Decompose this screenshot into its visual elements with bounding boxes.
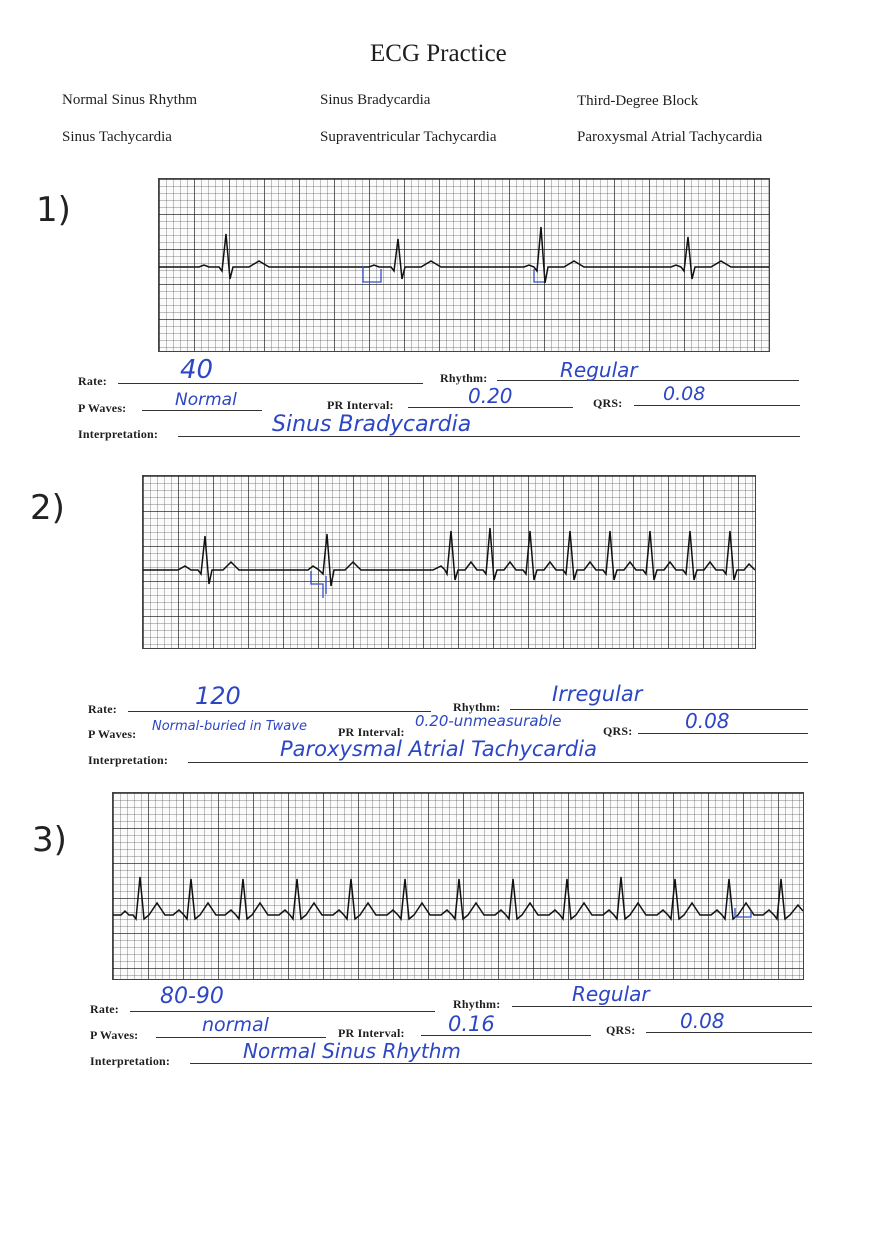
ecg-trace-3 — [113, 793, 803, 979]
rhythm-label: Rhythm: — [453, 700, 501, 714]
rate-label: Rate: — [90, 1002, 119, 1016]
rhythm-label: Rhythm: — [440, 371, 488, 385]
rate-answer: 120 — [195, 682, 241, 710]
p-waves-answer: normal — [202, 1014, 269, 1036]
p-waves-answer: Normal — [175, 390, 237, 410]
qrs-label: QRS: — [603, 724, 633, 738]
rate-answer: 80-90 — [160, 984, 224, 1009]
qrs-label: QRS: — [606, 1023, 636, 1037]
interpretation-answer: Sinus Bradycardia — [272, 412, 472, 437]
qrs-label: QRS: — [593, 396, 623, 410]
qrs-answer: 0.08 — [663, 383, 706, 405]
interpretation-label: Interpretation: — [90, 1054, 171, 1068]
rhythm-answer: Regular — [560, 358, 638, 382]
option-supraventricular-tachycardia: Supraventricular Tachycardia — [320, 129, 497, 145]
ecg-strip-2 — [142, 475, 756, 649]
rhythm-answer: Irregular — [552, 682, 643, 706]
pr-interval-label: PR Interval: — [338, 725, 405, 739]
page-title: ECG Practice — [370, 40, 507, 67]
rate-answer: 40 — [180, 355, 214, 385]
option-paroxysmal-atrial-tachycardia: Paroxysmal Atrial Tachycardia — [577, 129, 763, 145]
rhythm-label: Rhythm: — [453, 997, 501, 1011]
qrs-answer: 0.08 — [685, 709, 730, 733]
rhythm-answer: Regular — [572, 982, 650, 1006]
option-third-degree-block: Third-Degree Block — [577, 93, 699, 109]
pr-interval-label: PR Interval: — [327, 398, 394, 412]
qrs-answer: 0.08 — [680, 1009, 725, 1033]
p-waves-answer: Normal-buried in Twave — [152, 719, 307, 734]
strip-number: 1) — [36, 190, 71, 230]
p-waves-label: P Waves: — [90, 1028, 139, 1042]
interpretation-label: Interpretation: — [88, 753, 169, 767]
interpretation-answer: Normal Sinus Rhythm — [243, 1039, 461, 1063]
option-sinus-bradycardia: Sinus Bradycardia — [320, 92, 431, 108]
pr-interval-answer: 0.20-unmeasurable — [415, 712, 562, 730]
p-waves-label: P Waves: — [88, 727, 137, 741]
p-waves-label: P Waves: — [78, 401, 127, 415]
interpretation-label: Interpretation: — [78, 427, 159, 441]
rate-label: Rate: — [78, 374, 107, 388]
interpretation-answer: Paroxysmal Atrial Tachycardia — [280, 737, 597, 761]
rate-label: Rate: — [88, 702, 117, 716]
pr-interval-answer: 0.20 — [468, 384, 513, 408]
option-sinus-tachycardia: Sinus Tachycardia — [62, 129, 172, 145]
ecg-trace-1 — [159, 179, 769, 351]
ecg-strip-1 — [158, 178, 770, 352]
strip-number: 3) — [32, 820, 67, 860]
ecg-trace-2 — [143, 476, 755, 648]
pr-interval-label: PR Interval: — [338, 1026, 405, 1040]
option-normal-sinus-rhythm: Normal Sinus Rhythm — [62, 92, 198, 108]
strip-number: 2) — [30, 488, 65, 528]
ecg-strip-3 — [112, 792, 804, 980]
pr-interval-answer: 0.16 — [448, 1012, 495, 1036]
